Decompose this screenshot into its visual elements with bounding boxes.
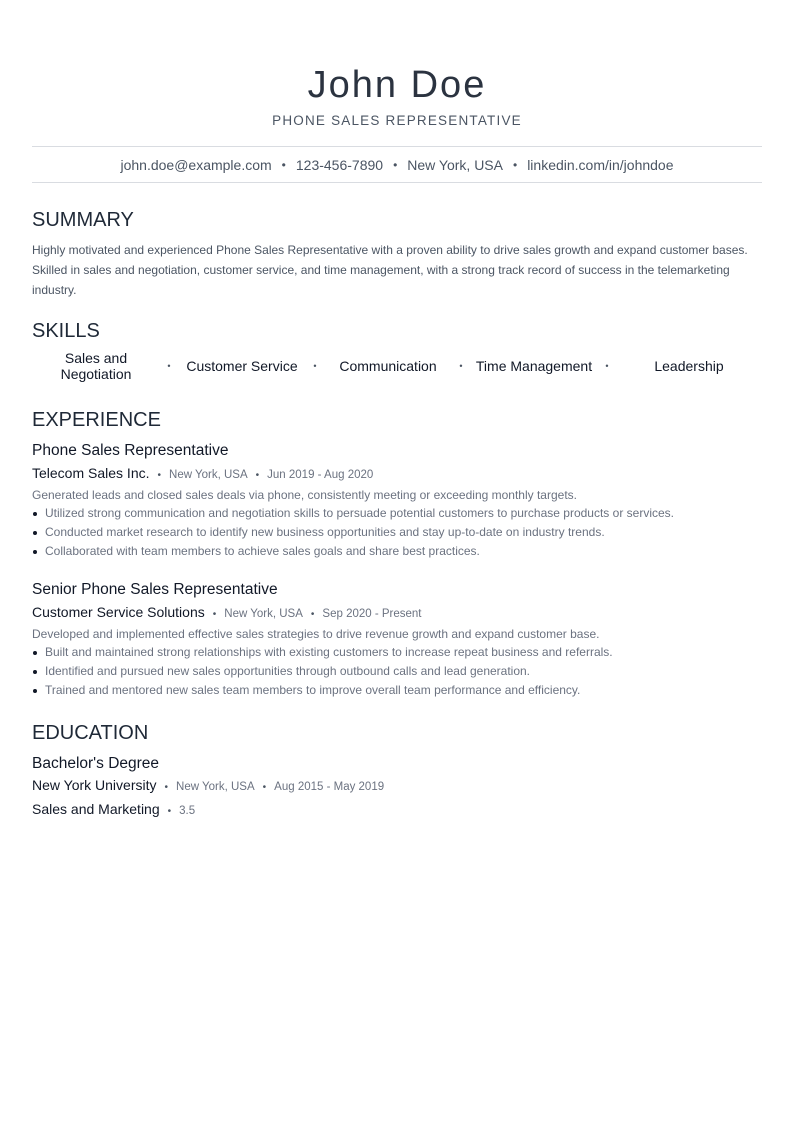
contact-location: New York, USA: [407, 156, 503, 173]
candidate-title: PHONE SALES REPRESENTATIVE: [272, 113, 522, 128]
job-bullet: [32, 504, 762, 523]
meta-separator: •: [310, 609, 315, 620]
job-bullets: [32, 643, 762, 700]
job-title: Senior Phone Sales Representative: [32, 581, 278, 598]
contact-separator: •: [393, 157, 398, 172]
education-meta: [32, 775, 762, 798]
job-description: Generated leads and closed sales deals via phone, consistently meeting or exceeding monthly targets.: [32, 488, 577, 502]
job-location: New York, USA: [169, 469, 248, 481]
job-bullet-text: Identified and pursued new sales opportunities through outbound calls and lead generation.: [45, 664, 531, 678]
experience-heading: EXPERIENCE: [32, 409, 161, 431]
job-bullet-text: Trained and mentored new sales team members to improve overall team performance and efficiency.: [45, 683, 581, 697]
education-field-row: [32, 799, 762, 822]
education-heading: EDUCATION: [32, 722, 149, 744]
job-bullet-text: Collaborated with team members to achieve sales goals and share best practices.: [45, 544, 480, 558]
job-description: Developed and implemented effective sales strategies to drive revenue growth and expand customer base.: [32, 627, 600, 641]
job-title: Phone Sales Representative: [32, 442, 229, 459]
meta-separator: •: [262, 782, 267, 793]
skill-item: Leadership: [654, 358, 724, 374]
education-degree: Bachelor's Degree: [32, 755, 160, 772]
job-bullet: [32, 523, 762, 542]
job-meta: [32, 603, 762, 624]
job-bullet-text: Conducted market research to identify new business opportunities and stay up-to-date on industry trends.: [45, 525, 605, 539]
job-bullet: [32, 681, 762, 700]
job-bullet: [32, 662, 762, 681]
meta-separator: •: [157, 470, 162, 481]
contact-email[interactable]: john.doe@example.com: [120, 156, 272, 173]
bullet-dot-icon: [33, 689, 37, 693]
skill-item: Customer Service: [186, 358, 298, 374]
job-bullets: [32, 504, 762, 561]
job-bullet-text: Built and maintained strong relationships with existing customers to increase repeat business and referrals.: [45, 645, 613, 659]
meta-separator: •: [255, 470, 260, 481]
job-dates: Jun 2019 - Aug 2020: [267, 469, 374, 481]
experience-entry: [32, 441, 762, 561]
skills-heading: SKILLS: [32, 320, 100, 342]
skill-separator: •: [459, 361, 463, 371]
education-field: Sales and Marketing: [32, 801, 160, 817]
job-location: New York, USA: [224, 608, 303, 620]
education-dates: Aug 2015 - May 2019: [274, 781, 385, 793]
contact-phone[interactable]: 123-456-7890: [295, 156, 384, 173]
candidate-name: John Doe: [307, 64, 487, 106]
job-dates: Sep 2020 - Present: [322, 608, 422, 620]
job-meta: [32, 464, 762, 485]
bullet-dot-icon: [33, 651, 37, 655]
experience-entry: [32, 580, 762, 700]
skill-item: Communication: [339, 358, 437, 374]
summary-heading: SUMMARY: [32, 209, 134, 231]
bullet-dot-icon: [33, 512, 37, 516]
bullet-dot-icon: [33, 670, 37, 674]
skill-item: Time Management: [475, 358, 593, 374]
skill-item: Sales and Negotiation: [60, 350, 132, 382]
skill-separator: •: [167, 361, 171, 371]
meta-separator: •: [212, 609, 217, 620]
job-bullet: [32, 542, 762, 561]
meta-separator: •: [164, 782, 169, 793]
meta-separator: •: [167, 806, 172, 817]
contact-separator: •: [512, 157, 518, 172]
education-school: New York University: [32, 777, 157, 793]
contact-bar: [32, 146, 762, 183]
skill-separator: •: [605, 361, 609, 371]
contact-separator: •: [281, 157, 286, 172]
summary-text: Highly motivated and experienced Phone Sales Representative with a proven ability to drive sales growth and expand customer bases. Skilled in sales and negotiation, customer service, and time management, with a strong track record of success in the telemarketing industry.: [32, 243, 748, 297]
job-bullet: [32, 643, 762, 662]
job-company: Customer Service Solutions: [32, 604, 205, 620]
job-company: Telecom Sales Inc.: [32, 465, 150, 481]
contact-linkedin[interactable]: linkedin.com/in/johndoe: [527, 156, 674, 173]
job-bullet-text: Utilized strong communication and negotiation skills to persuade potential customers to purchase products or services.: [45, 506, 674, 520]
bullet-dot-icon: [33, 531, 37, 535]
skill-separator: •: [313, 361, 317, 371]
education-gpa: 3.5: [179, 805, 196, 817]
education-location: New York, USA: [176, 781, 255, 793]
bullet-dot-icon: [33, 550, 37, 554]
skills-list: [32, 349, 762, 383]
